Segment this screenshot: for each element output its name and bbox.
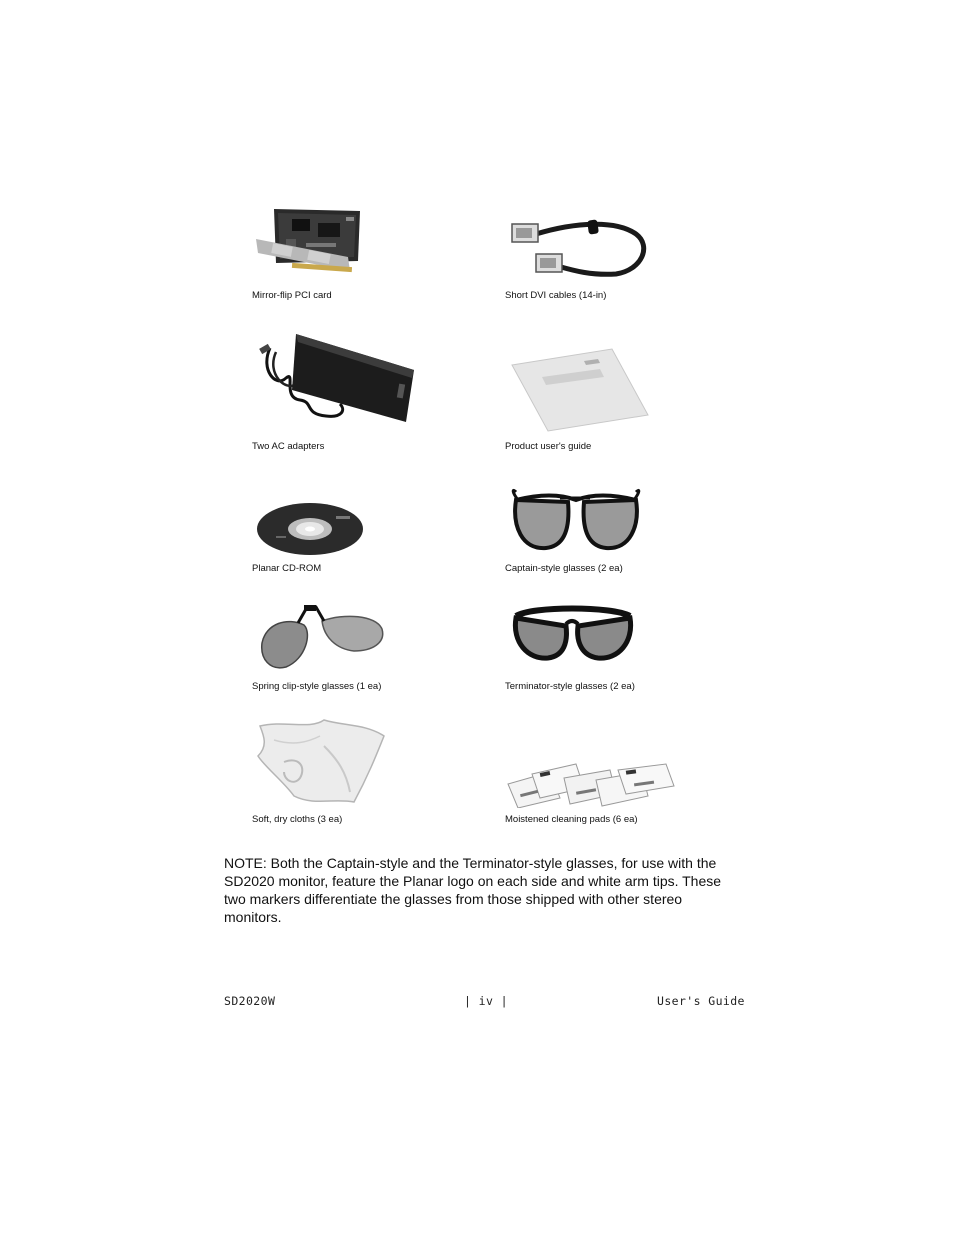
caption-user-guide: Product user's guide xyxy=(505,441,592,452)
footer-model: SD2020W xyxy=(224,994,276,1008)
ac-adapter-image xyxy=(256,330,418,426)
cleaning-pads-image xyxy=(506,762,676,808)
caption-cloth: Soft, dry cloths (3 ea) xyxy=(252,814,343,825)
footer-guide-title: User's Guide xyxy=(657,994,745,1008)
caption-clip-glasses: Spring clip-style glasses (1 ea) xyxy=(252,681,382,692)
caption-cleaning-pads: Moistened cleaning pads (6 ea) xyxy=(505,814,638,825)
caption-captain-glasses: Captain-style glasses (2 ea) xyxy=(505,563,623,574)
cloth-image xyxy=(254,716,388,808)
caption-dvi-cable: Short DVI cables (14-in) xyxy=(505,290,607,301)
captain-glasses-image xyxy=(510,486,642,556)
dvi-cable-image xyxy=(506,212,652,282)
caption-cd-rom: Planar CD-ROM xyxy=(252,563,322,574)
footer-page-number: | iv | xyxy=(464,994,508,1008)
user-guide-image xyxy=(508,347,650,433)
clip-glasses-image xyxy=(258,603,386,673)
caption-ac-adapter: Two AC adapters xyxy=(252,441,325,452)
pci-card-image xyxy=(252,205,364,285)
caption-pci-card: Mirror-flip PCI card xyxy=(252,290,332,301)
note-paragraph: NOTE: Both the Captain-style and the Terminator-style glasses, for use with the SD2020 monitor, feature the Planar logo on each side and white arm tips. These two markers differentiate the glasses from those shipped with other stereo monitors. xyxy=(224,855,722,925)
terminator-glasses-image xyxy=(512,602,634,668)
cd-rom-image xyxy=(256,502,364,556)
caption-terminator-glasses: Terminator-style glasses (2 ea) xyxy=(505,681,635,692)
